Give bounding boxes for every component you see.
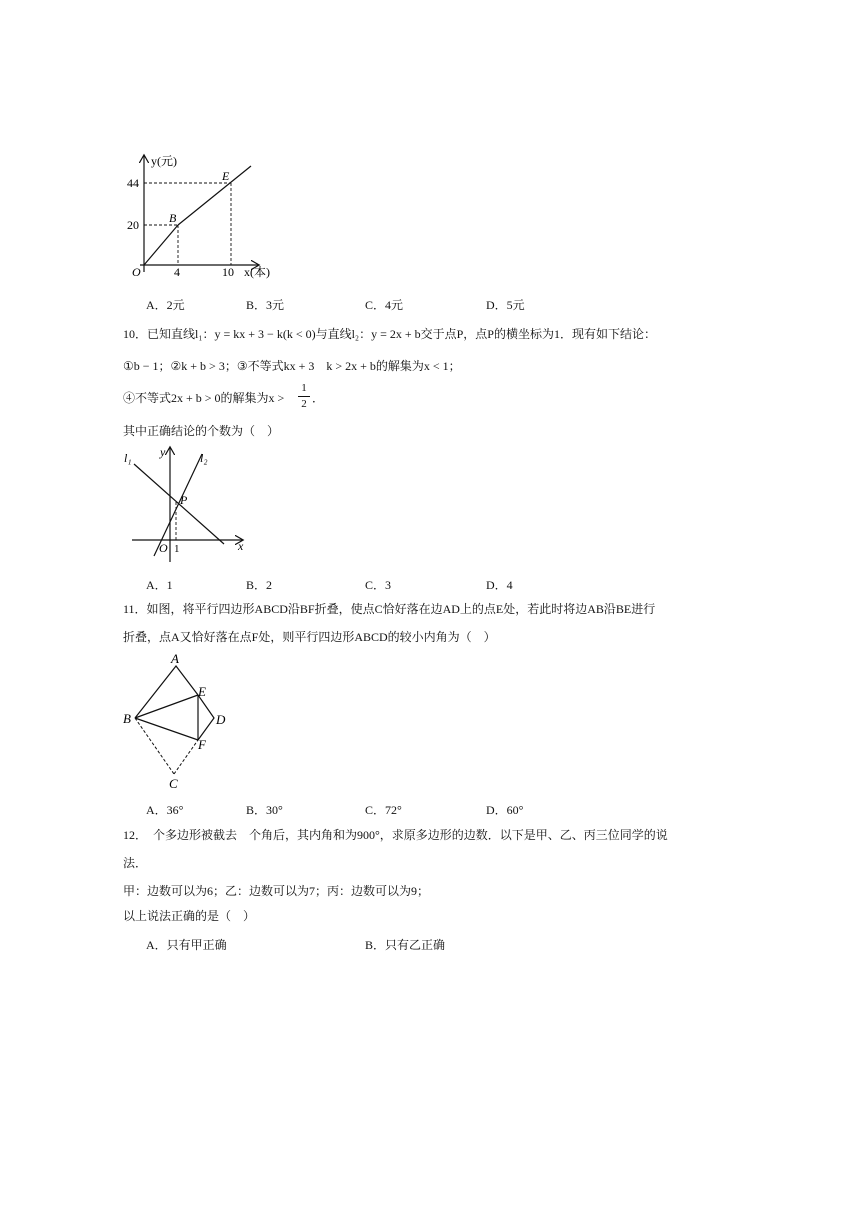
q10-option-a[interactable]: A．1 — [146, 578, 173, 592]
q9-origin: O — [132, 265, 141, 279]
q9-option-c[interactable]: C．4元 — [365, 298, 404, 312]
q11-label-f: F — [198, 737, 206, 752]
q11-stem-line1: 11．如图，将平行四边形ABCD沿BF折叠，使点C恰好落在边AD上的点E处，若此时将边AB沿BE进行 — [123, 602, 656, 616]
q9-segment-be — [178, 166, 251, 225]
q11-label-d: D — [216, 712, 226, 727]
q12-option-b[interactable]: B．只有乙正确 — [365, 938, 446, 952]
q11-stem-line2: 折叠，点A又恰好落在点F处，则平行四边形ABCD的较小内角为（ ） — [123, 630, 496, 644]
q10-fraction-den: 2 — [301, 398, 307, 410]
q10-question: 其中正确结论的个数为（ ） — [123, 424, 280, 438]
q9-y-label: y(元) — [151, 154, 177, 168]
q10-label-1: 1 — [174, 543, 180, 555]
q9-xtick-10: 10 — [222, 265, 234, 279]
q11-option-a[interactable]: A．36° — [146, 803, 184, 817]
q12-option-a[interactable]: A．只有甲正确 — [146, 938, 227, 952]
q10-fraction — [298, 382, 310, 411]
q9-point-b: B — [169, 211, 177, 225]
q10-fraction-num: 1 — [301, 382, 307, 394]
q11-label-e: E — [198, 684, 206, 699]
q10-lines-graph — [118, 442, 258, 570]
q9-point-e: E — [222, 169, 230, 183]
q9-ytick-44: 44 — [127, 176, 139, 190]
q9-xtick-4: 4 — [174, 265, 180, 279]
q9-option-a[interactable]: A．2元 — [146, 298, 185, 312]
q11-label-a: A — [171, 651, 179, 666]
q10-label-y: y — [160, 445, 166, 459]
q11-label-c: C — [169, 776, 178, 791]
q10-conclusions: ①b − 1；②k + b > 3；③不等式kx + 3 k > 2x + b的解集为x < 1； — [123, 359, 461, 373]
q9-cost-graph — [118, 150, 288, 285]
q9-option-b[interactable]: B．3元 — [246, 298, 285, 312]
q10-label-l2: l₂ — [200, 451, 208, 465]
q10-label-o: O — [159, 541, 168, 555]
q10-option-c[interactable]: C．3 — [365, 578, 392, 592]
q10-option-b[interactable]: B．2 — [246, 578, 273, 592]
q9-option-d[interactable]: D．5元 — [486, 298, 525, 312]
q12-question: 以上说法正确的是（ ） — [123, 909, 256, 923]
q10-label-x: x — [238, 539, 244, 553]
q11-edge-cf-dashed — [174, 740, 198, 774]
q11-parallelogram-figure — [118, 650, 238, 795]
q10-stem: 10．已知直线l₁：y = kx + 3 − k(k < 0)与直线l₂：y = 2x + b交于点P，点P的横坐标为1．现有如下结论： — [123, 327, 656, 341]
q11-edge-bc-dashed — [135, 718, 174, 774]
q10-label-l1: l₁ — [124, 451, 132, 465]
q11-option-b[interactable]: B．30° — [246, 803, 283, 817]
q9-segment-ob — [144, 225, 178, 265]
q12-stem-line2: 法． — [123, 856, 148, 870]
q9-ytick-20: 20 — [127, 218, 139, 232]
q10-period: ． — [312, 391, 325, 405]
q9-x-label: x(本) — [244, 265, 270, 279]
q10-conclusion-4: ④不等式2x + b > 0的解集为x > — [123, 391, 285, 405]
q10-label-p: P — [180, 493, 188, 507]
q11-label-b: B — [123, 711, 131, 726]
q12-stem-line1: 12． 个多边形被截去 个角后，其内角和为900°，求原多边形的边数．以下是甲、乙、丙三位同学的说 — [123, 828, 668, 842]
q12-statements: 甲：边数可以为6；乙：边数可以为7；丙：边数可以为9； — [123, 884, 430, 898]
q11-option-c[interactable]: C．72° — [365, 803, 402, 817]
q11-option-d[interactable]: D．60° — [486, 803, 524, 817]
q10-option-d[interactable]: D．4 — [486, 578, 513, 592]
